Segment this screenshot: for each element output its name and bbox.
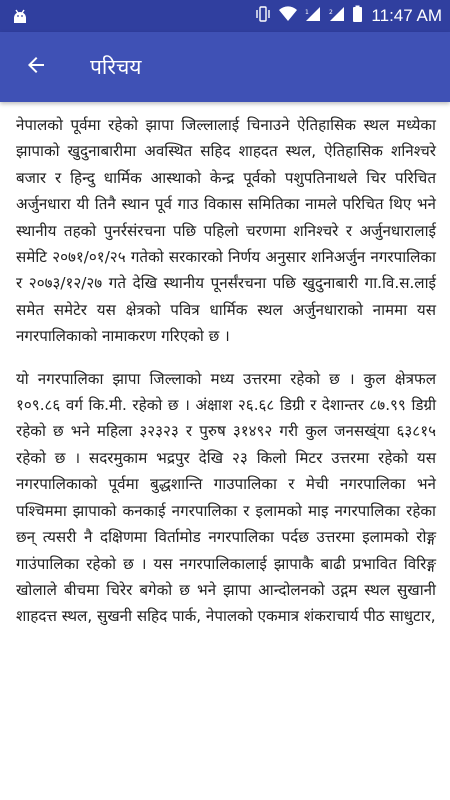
signal-2-icon [328,5,346,27]
wifi-icon [278,5,298,27]
vibrate-icon [254,5,272,27]
page-title: परिचय [90,55,142,79]
content-scroll-area[interactable] [0,102,450,800]
android-notification-icon [10,6,30,26]
paragraph-1: नेपालको पूर्वमा रहेको झापा जिल्लालाई चिनाउने ऐतिहासिक स्थल मध्येका झापाको खुदुनाबारीमा अवस्थित सहिद शाहदत स्थल, ऐतिहासिक शनिश्चरे बजार र हिन्दु धार्मिक आस्थाको केन्द्र पूर्वको पशुपतिनाथले चिर परिचित अर्जुनधारा यी तिनै स्थान पूर्व गाउ विकास समितिका नामले परिचित थिए भने स्थानीय तहको पुनर्रसंरचना पछि पहिलो चरणमा शनिश्चरे र अर्जुनधारालाई समेटि २०७१/०१/२५ गतेको सरकारको निर्णय अनुसार शनिअर्जुन नगरपालिका र २०७३/१२/२७ गते देखि स्थानीय पूनर्संरचना पछि खुदुनाबारी गा.वि.स.लाई समेत समेटेर यस क्षेत्रको पवित्र धार्मिक स्थल अर्जुनधाराको नाममा यस नगरपालिकाको नामाकरण गरिएको छ । [16,116,436,346]
svg-text:1: 1 [305,9,310,16]
app-bar [0,32,450,102]
svg-text:2: 2 [329,9,334,16]
status-bar [0,0,450,32]
battery-icon [352,5,363,27]
signal-1-icon [304,5,322,27]
paragraph-2: यो नगरपालिका झापा जिल्लाको मध्य उत्तरमा रहेको छ । कुल क्षेत्रफल १०९.८६ वर्ग कि.मी. रहेको छ । अंक्षाश २६.६८ डिग्री र देशान्तर ८७.९९ डिग्री रहेको छ भने महिला ३२३२३ र पुरुष ३१४९२ गरी कुल जनसख्ंया ६३८१५ रहेको छ । सदरमुकाम भद्रपुर देखि २३ किलो मिटर उत्तरमा रहेको यस नगरपालिकाको पूर्वमा बुद्धशान्ति गाउपालिका र मेची नगरपालिका भने पश्चिममा झापाको कनकाई नगरपालिका र इलामको माइ नगरपालिका रहेका छन् त्यसरी नै दक्षिणमा विर्तामोड नगरपालिका पर्दछ उत्तरमा इलामको रोङ्ग गाउंपालिका रहेको छ । यस नगरपालिकालाई झापाकै बाढी प्रभावित विरिङ्ग खोलाले बीचमा चिरेर बगेको छ भने झापा आन्दोलनको उद्गम स्थल सुखानी शाहदत्त स्थल, सुखनी सहिद पार्क, नेपालको एकमात्र शंकराचार्य पीठ साधुटार, [16,369,436,626]
arrow-left-icon [24,53,48,81]
back-button[interactable] [12,43,60,91]
status-time: 11:47 AM [371,6,442,25]
status-icons [254,0,442,32]
